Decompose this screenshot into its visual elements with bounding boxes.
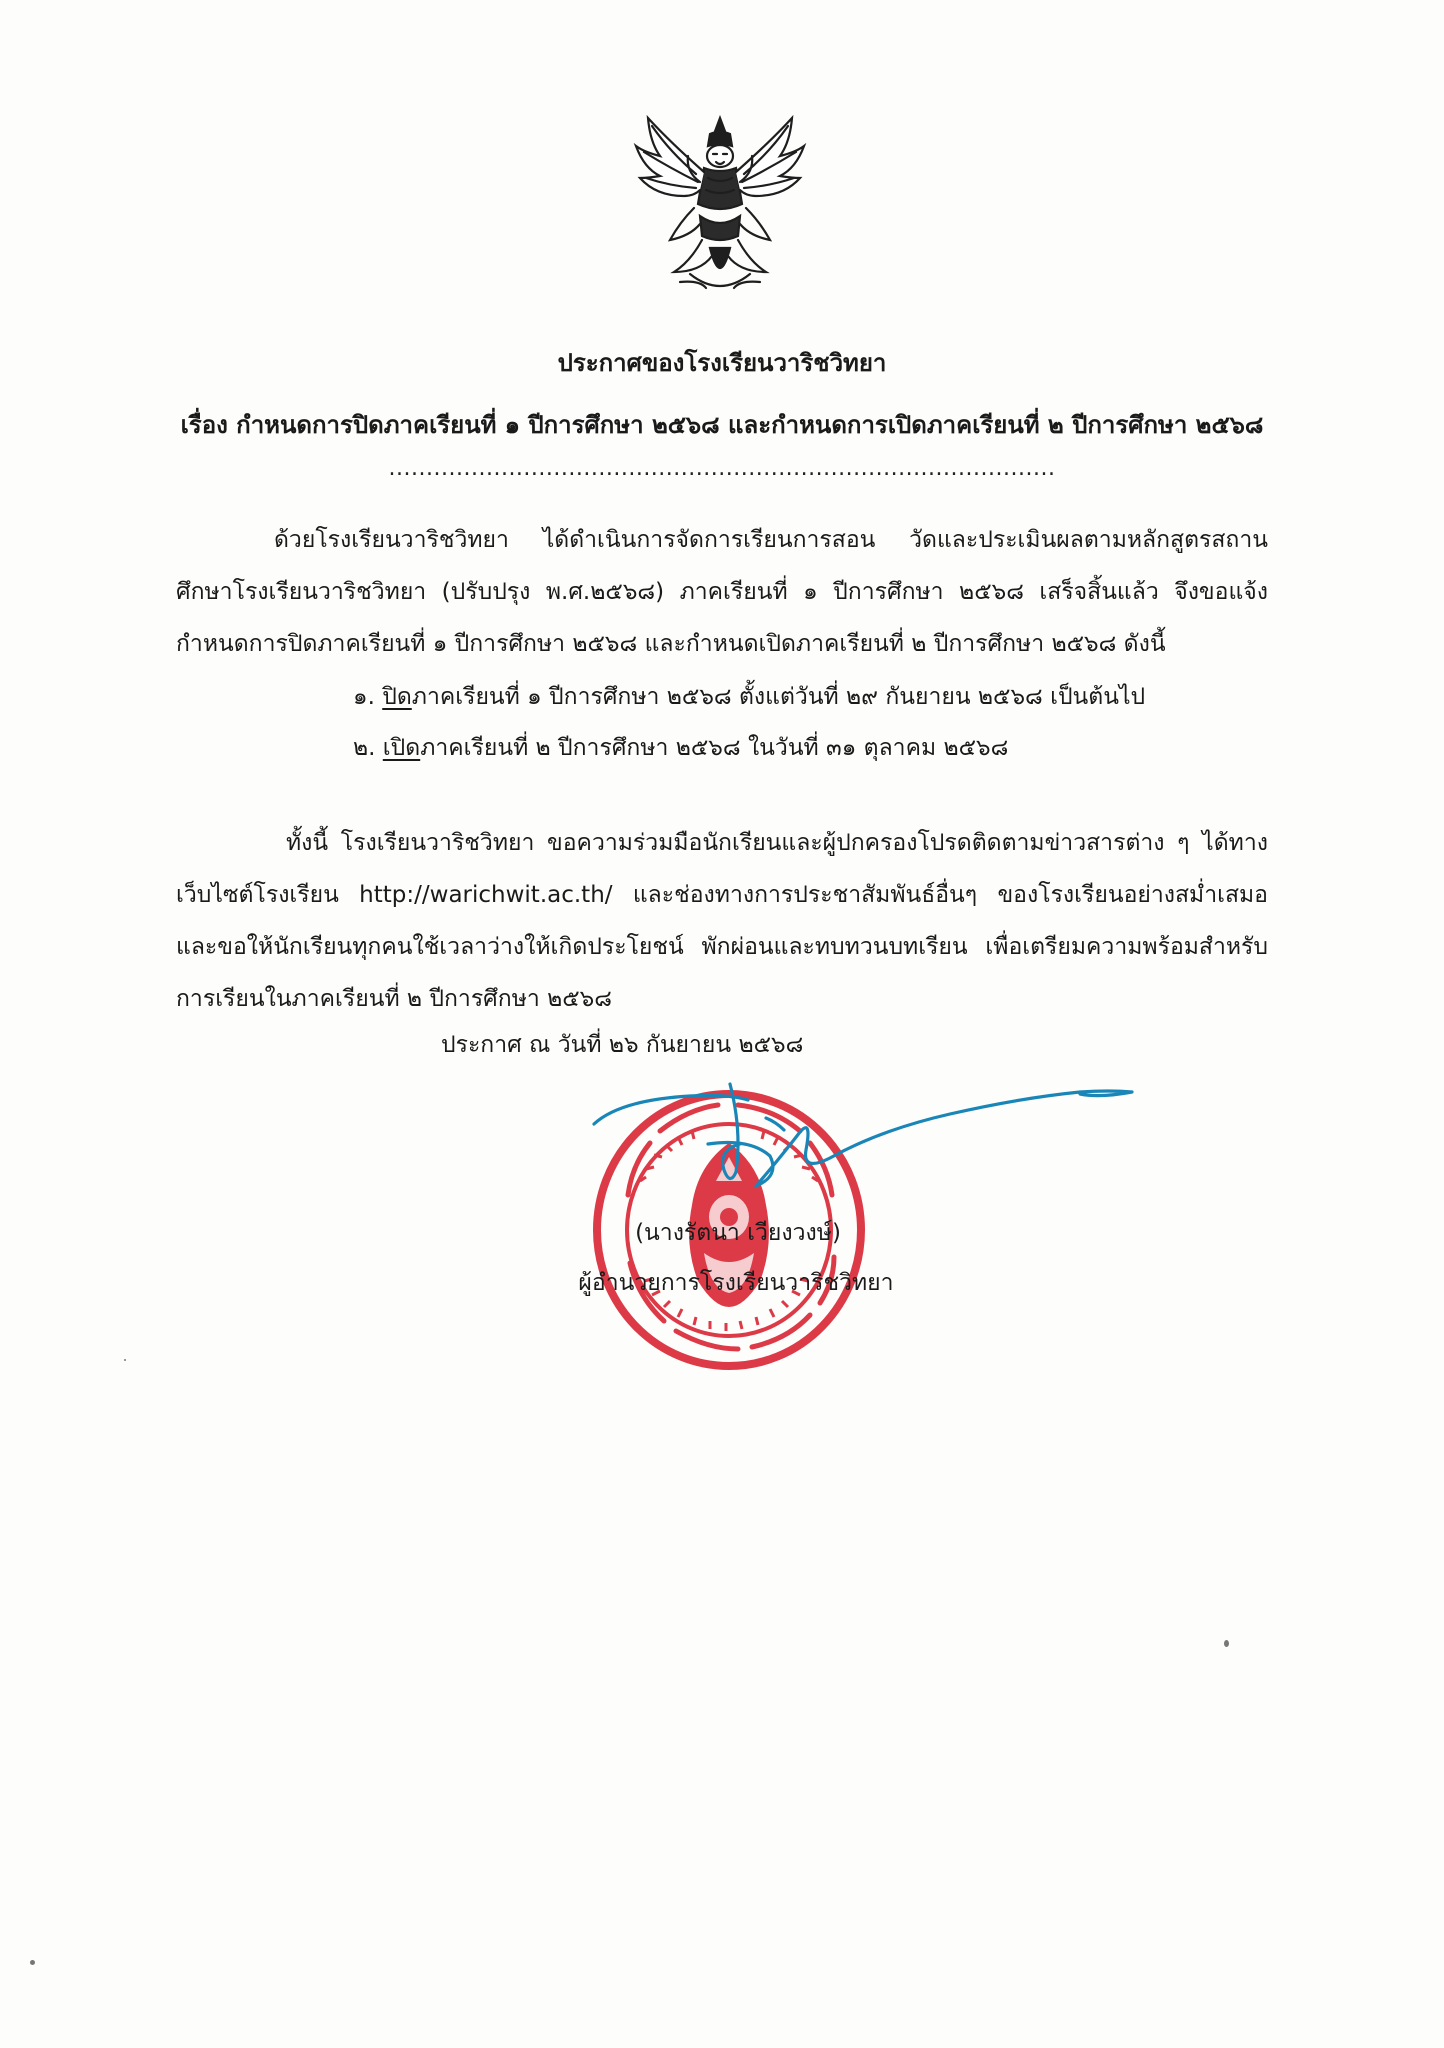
list-item (353, 671, 1145, 723)
list-item (353, 722, 1008, 774)
announcement-date: ประกาศ ณ วันที่ ๒๖ กันยายน ๒๕๖๘ (441, 1032, 804, 1058)
garuda-emblem-icon (630, 112, 810, 300)
item-keyword: เปิด (382, 735, 421, 761)
handwritten-signature (580, 1060, 1140, 1210)
announcement-subject: เรื่อง กำหนดการปิดภาคเรียนที่ ๑ ปีการศึกษา ๒๕๖๘ และกำหนดการเปิดภาคเรียนที่ ๒ ปีการศึกษา ๒๕๖๘ (180, 411, 1264, 439)
dotted-separator: ......................................................................................... (388, 456, 1056, 481)
body-paragraph-1: ด้วยโรงเรียนวาริชวิทยา ได้ดำเนินการจัดการเรียนการสอน วัดและประเมินผลตามหลักสูตรสถานศึกษาโรงเรียนวาริชวิทยา (ปรับปรุง พ.ศ.๒๕๖๘) ภาคเรียนที่ ๑ ปีการศึกษา ๒๕๖๘ เสร็จสิ้นแล้ว จึงขอแจ้งกำหนดการปิดภาคเรียนที่ ๑ ปีการศึกษา ๒๕๖๘ และกำหนดเปิดภาคเรียนที่ ๒ ปีการศึกษา ๒๕๖๘ ดังนี้ (176, 527, 1268, 657)
scan-speck (124, 1359, 126, 1361)
announcement-title: ประกาศของโรงเรียนวาริชวิทยา (557, 349, 887, 377)
signer-position: ผู้อำนวยการโรงเรียนวาริชวิทยา (578, 1270, 894, 1296)
scan-speck (1224, 1640, 1229, 1647)
signer-name: (นางรัตนา เวียงวงษ์) (635, 1220, 841, 1246)
item-text: ภาคเรียนที่ ๒ ปีการศึกษา ๒๕๖๘ ในวันที่ ๓๑ ตุลาคม ๒๕๖๘ (420, 735, 1009, 761)
scan-speck (30, 1960, 35, 1965)
body-paragraph-2: ทั้งนี้ โรงเรียนวาริชวิทยา ขอความร่วมมือนักเรียนและผู้ปกครองโปรดติดตามข่าวสารต่าง ๆ ได้ทางเว็บไซต์โรงเรียน http://warichwit.ac.th/ และช่องทางการประชาสัมพันธ์อื่นๆ ของโรงเรียนอย่างสม่ำเสมอ และขอให้นักเรียนทุกคนใช้เวลาว่างให้เกิดประโยชน์ พักผ่อนและทบทวนบทเรียน เพื่อเตรียมความพร้อมสำหรับการเรียนในภาคเรียนที่ ๒ ปีการศึกษา ๒๕๖๘ (176, 830, 1268, 1012)
item-text: ภาคเรียนที่ ๑ ปีการศึกษา ๒๕๖๘ ตั้งแต่วันที่ ๒๙ กันยายน ๒๕๖๘ เป็นต้นไป (411, 684, 1146, 710)
item-number: ๑. (353, 684, 375, 710)
item-keyword: ปิด (382, 684, 412, 710)
item-number: ๒. (353, 735, 376, 761)
